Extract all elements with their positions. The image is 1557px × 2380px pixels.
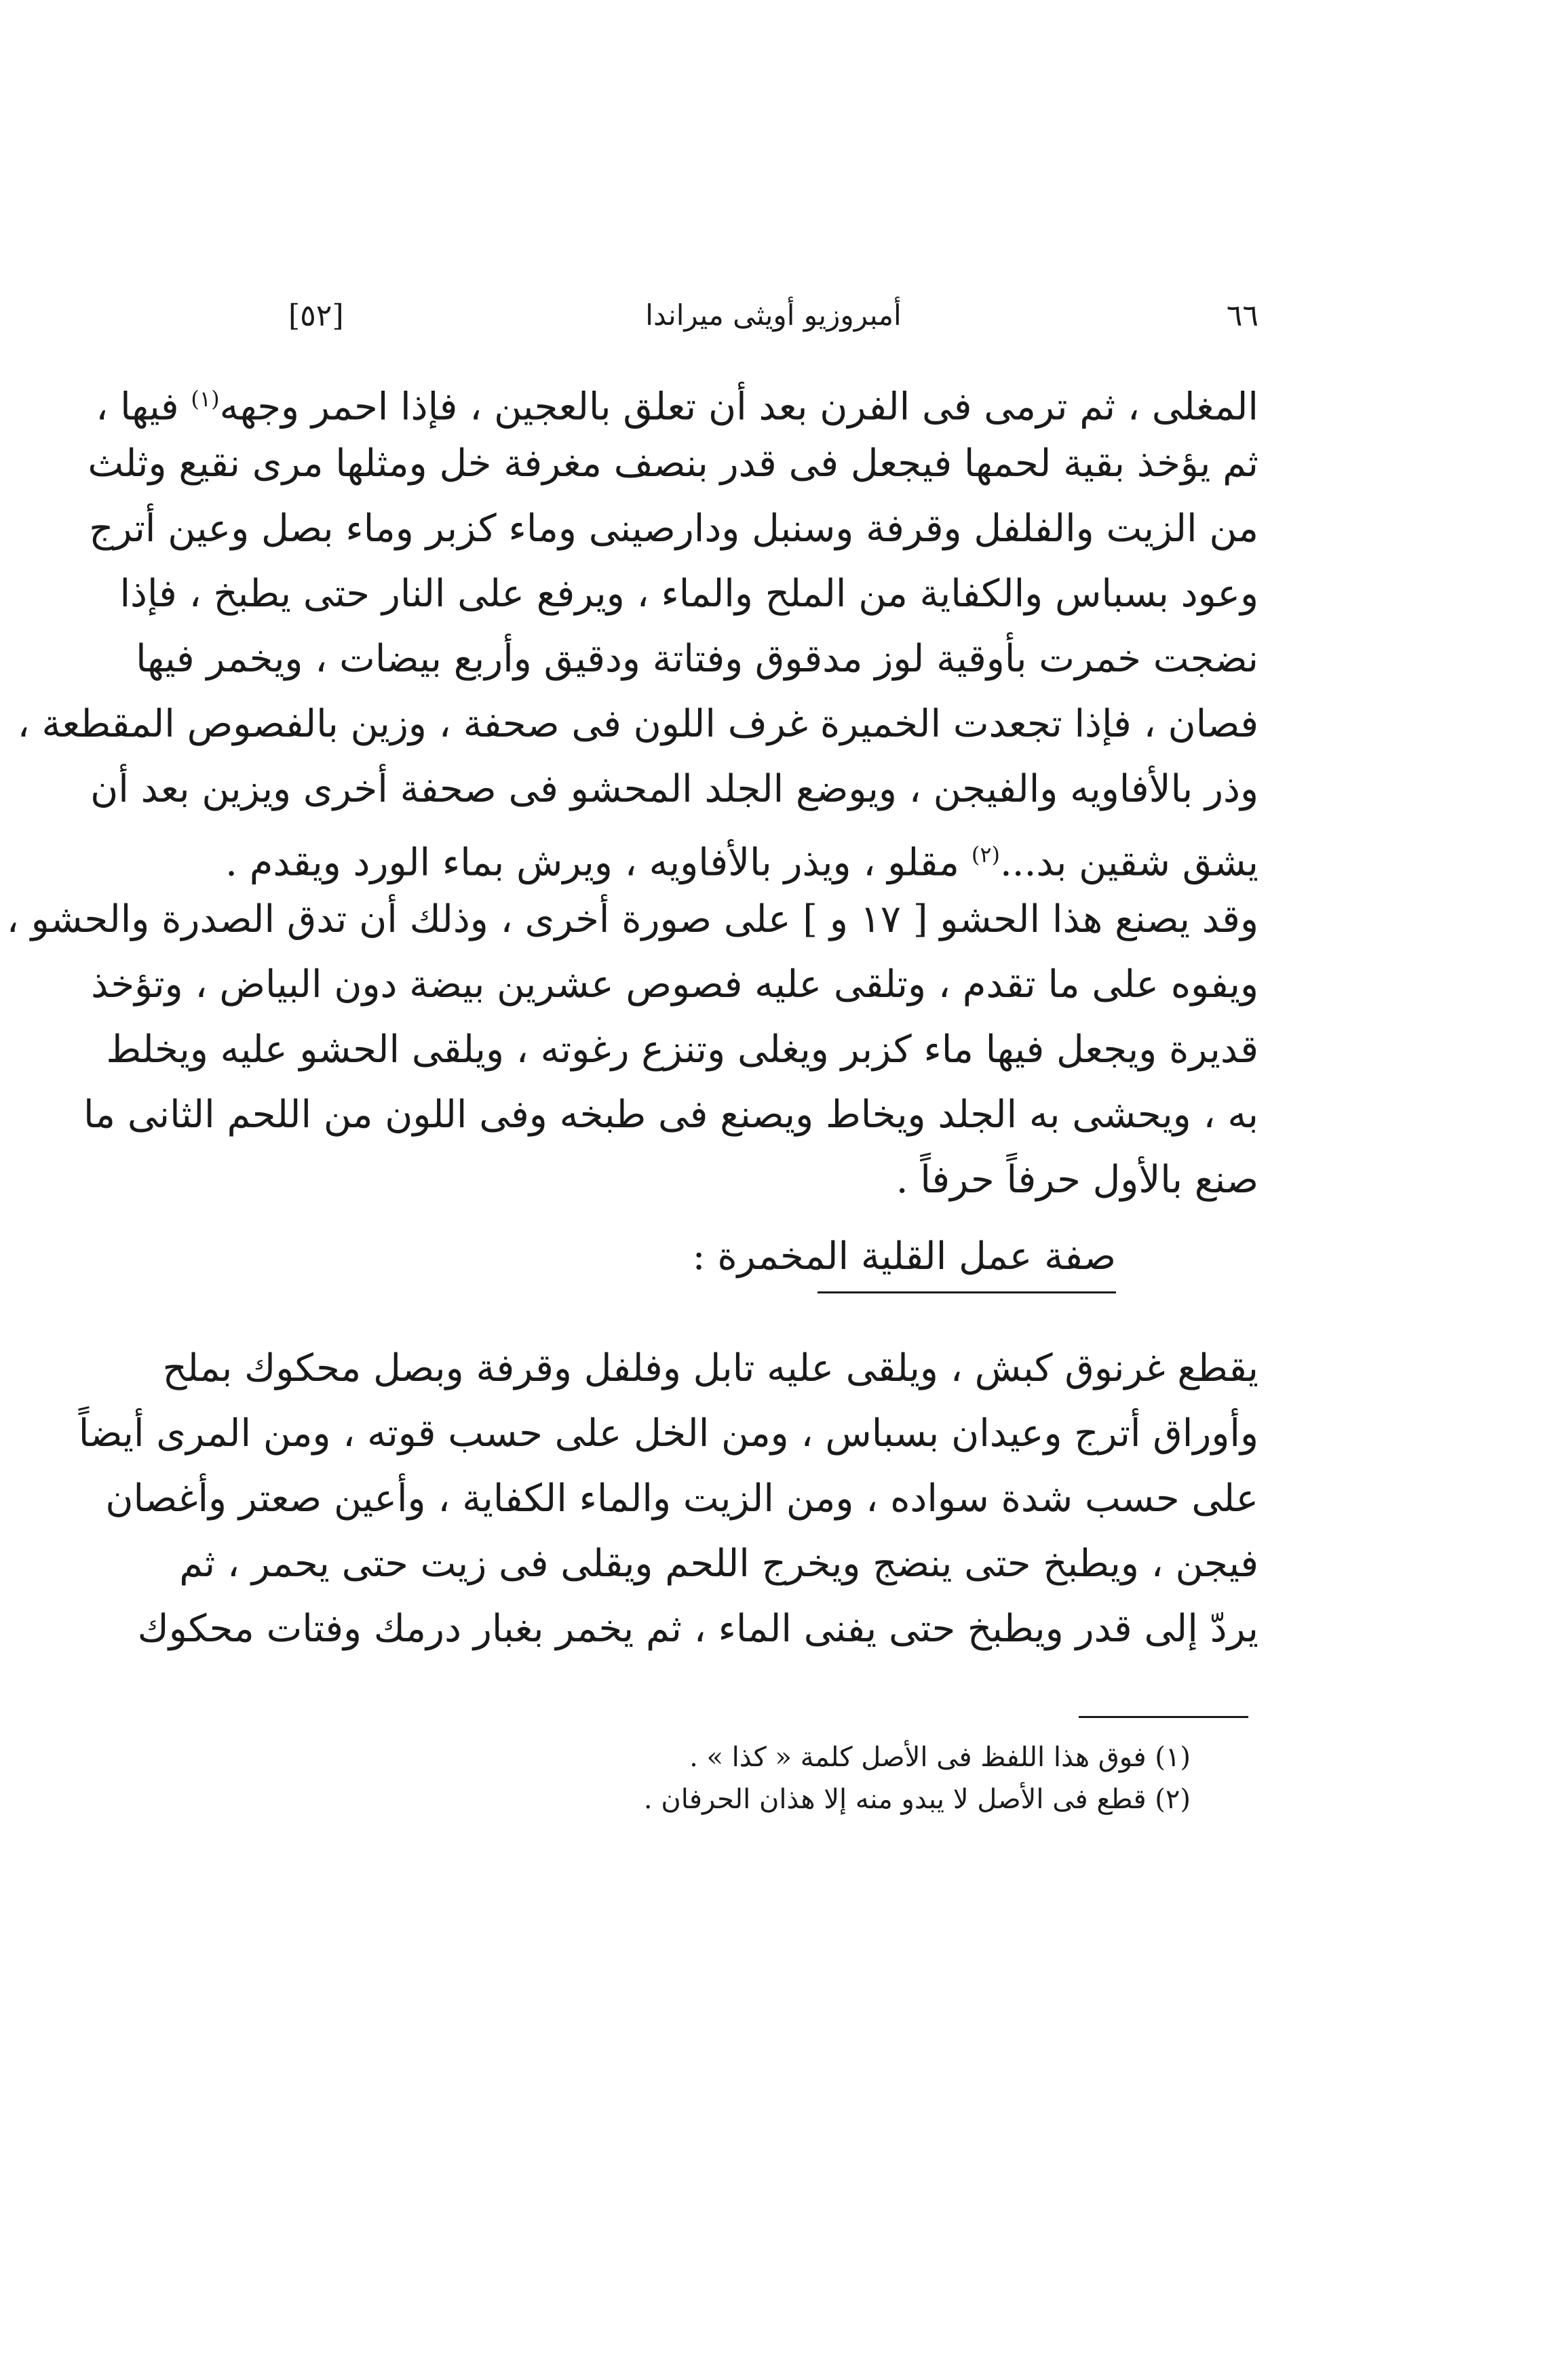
footnote-1: (١) فوق هذا اللفظ فى الأصل كلمة « كذا » . [689, 1742, 1191, 1773]
footnote-ref-2: (٢) [971, 842, 1000, 867]
text-line: وقد يصنع هذا الحشو [ ١٧ و ] على صورة أخرى ، وذلك أن تدق الصدرة والحشو ، [6, 897, 1258, 941]
page-number: ٦٦ [1226, 298, 1258, 333]
text-line-1 [96, 366, 1258, 431]
folio-number: [٥٢] [288, 298, 344, 333]
text-line: فصان ، فإذا تجعدت الخميرة غرف اللون فى صحفة ، وزين بالفصوص المقطعة ، [17, 702, 1258, 746]
line-8-before: يشق شقين بد... [999, 840, 1258, 885]
text-line-8 [225, 822, 1258, 887]
text-line: قديرة ويجعل فيها ماء كزبر ويغلى وتنزع رغوته ، ويلقى الحشو عليه ويخلط [106, 1028, 1258, 1072]
footnote-ref-1: (١) [191, 386, 220, 412]
running-title: أمبروزيو أويثى ميراندا [645, 298, 902, 332]
line-8-after: مقلو ، ويذر بالأفاويه ، ويرش بماء الورد ويقدم . [225, 840, 960, 885]
text-line: وعود بسباس والكفاية من الملح والماء ، ويرفع على النار حتى يطبخ ، فإذا [119, 572, 1258, 616]
section-heading-text: صفة عمل القلية المخمرة : [692, 1234, 1116, 1279]
footnote-divider [1079, 1716, 1248, 1718]
text-line: يقطع غرنوق كبش ، ويلقى عليه تابل وفلفل وقرفة وبصل محكوك بملح [162, 1346, 1258, 1390]
line-1-text: المغلى ، ثم ترمى فى الفرن بعد أن تعلق بالعجين ، فإذا احمر وجهه [219, 385, 1258, 429]
text-line: ثم يؤخذ بقية لحمها فيجعل فى قدر بنصف مغرفة خل ومثلها مرى نقيع وثلث [88, 442, 1258, 486]
text-line: وأوراق أترج وعيدان بسباس ، ومن الخل على حسب قوته ، ومن المرى أيضاً [78, 1411, 1258, 1456]
text-line: من الزيت والفلفل وقرفة وسنبل ودارصينى وماء كزبر وماء بصل وعين أترج [89, 507, 1258, 551]
text-line: على حسب شدة سواده ، ومن الزيت والماء الكفاية ، وأعين صعتر وأغصان [105, 1477, 1258, 1521]
text-line: يردّ إلى قدر ويطبخ حتى يفنى الماء ، ثم يخمر بغبار درمك وفتات محكوك [137, 1607, 1258, 1651]
footnote-2: (٢) قطع فى الأصل لا يبدو منه إلا هذان الحرفان . [643, 1784, 1191, 1815]
text-line: نضجت خمرت بأوقية لوز مدقوق وفتاتة ودقيق وأربع بيضات ، ويخمر فيها [136, 637, 1258, 681]
main-text-block [6, 366, 1258, 1213]
line-1-tail: فيها ، [96, 385, 179, 429]
text-line: صنع بالأول حرفاً حرفاً . [896, 1158, 1258, 1202]
section-heading [692, 1226, 1116, 1294]
section-2-text-block [78, 1336, 1258, 1662]
text-line: فيجن ، ويطبخ حتى ينضج ويخرج اللحم ويقلى فى زيت حتى يحمر ، ثم [179, 1542, 1258, 1586]
text-line: به ، ويحشى به الجلد ويخاط ويصنع فى طبخه وفى اللون من اللحم الثانى ما [83, 1093, 1258, 1137]
page-header [288, 298, 1258, 339]
footnotes [288, 1736, 1191, 1820]
text-line: وذر بالأفاويه والفيجن ، ويوضع الجلد المحشو فى صحفة أخرى ويزين بعد أن [90, 767, 1258, 811]
heading-underline [818, 1291, 1116, 1293]
text-line: ويفوه على ما تقدم ، وتلقى عليه فصوص عشرين بيضة دون البياض ، وتؤخذ [91, 962, 1258, 1007]
